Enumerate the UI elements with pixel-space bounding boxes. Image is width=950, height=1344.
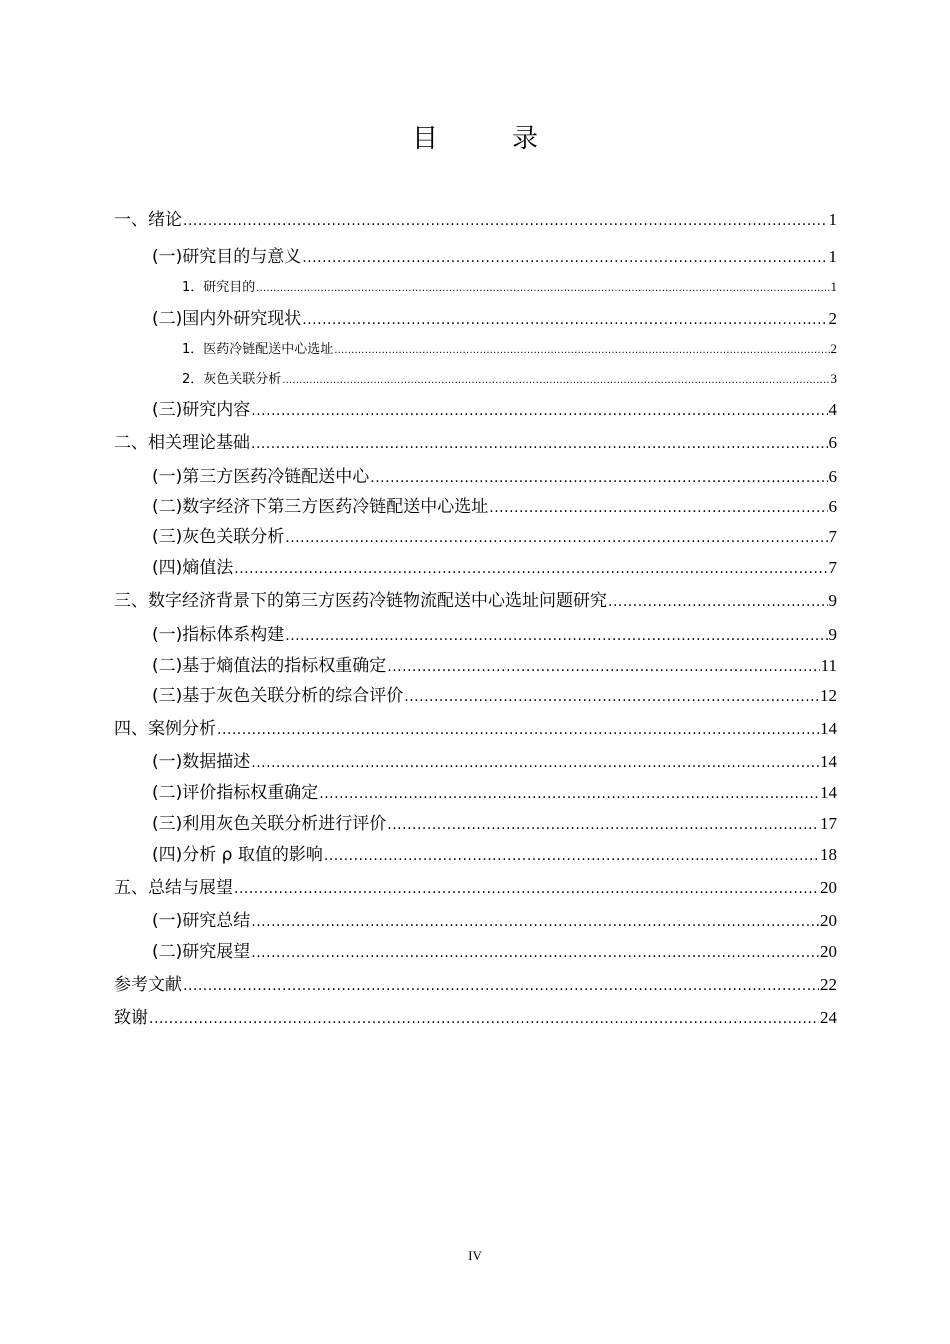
toc-entry-label: (三)研究内容 [152,400,251,420]
toc-entry-page: 4 [828,400,837,419]
toc-entry-label: 三、数字经济背景下的第三方医药冷链物流配送中心选址问题研究 [114,591,607,611]
toc-entry[interactable] [114,714,837,739]
toc-leader [489,497,827,517]
toc-entry[interactable] [114,937,837,962]
toc-leader [404,686,819,706]
toc-entry[interactable] [114,522,837,547]
toc-leader [251,942,819,962]
page-title: 目 录 [411,124,562,154]
toc-entry-page: 24 [820,1008,837,1027]
toc-entry-page: 1 [828,247,837,266]
toc-entry-page: 14 [820,752,837,771]
toc-entry-page: 22 [820,975,837,994]
toc-entry-page: 18 [820,845,837,864]
toc-entry-page: 2 [830,341,837,356]
toc-entry-page: 7 [828,558,837,577]
toc-entry-label: (一)研究总结 [152,911,251,931]
toc-leader [324,845,819,865]
toc-entry[interactable] [114,304,837,329]
toc-entry[interactable] [114,809,837,834]
toc-entry-label: (四)分析 ρ 取值的影响 [152,845,323,865]
toc-entry-label: 一、绪论 [114,210,182,230]
toc-entry-label: (四)熵值法 [152,558,234,578]
toc-entry[interactable] [114,368,837,387]
toc-entry-page: 1 [828,210,837,229]
toc-entry-page: 6 [828,497,837,516]
toc-entry-label: (二)评价指标权重确定 [152,783,319,803]
toc-leader [234,878,819,898]
toc-leader [285,625,827,645]
page-number-footer: IV [468,1248,482,1263]
toc-leader [251,911,819,931]
toc-entry-label: 1．研究目的 [182,280,256,295]
toc-entry[interactable] [114,840,837,865]
toc-entry-page: 9 [828,591,837,610]
toc-entry[interactable] [114,873,837,898]
toc-entry-label: 参考文献 [114,975,182,995]
toc-leader [282,372,829,387]
toc-entry[interactable] [114,681,837,706]
toc-entry[interactable] [114,338,837,357]
toc-entry-label: (一)第三方医药冷链配送中心 [152,467,370,487]
toc-entry-label: 2．灰色关联分析 [182,372,282,387]
toc-entry-label: 二、相关理论基础 [114,433,250,453]
toc-leader [319,783,819,803]
toc-entry[interactable] [114,747,837,772]
toc-entry[interactable] [114,586,837,611]
toc-entry[interactable] [114,395,837,420]
toc-leader [334,342,829,357]
toc-leader [251,752,819,772]
toc-entry-page: 3 [830,371,837,386]
toc-entry-page: 1 [830,279,837,294]
toc-entry-page: 9 [828,625,837,644]
toc-entry-label: (一)指标体系构建 [152,625,285,645]
toc-entry-page: 20 [820,942,837,961]
toc-entry-page: 20 [820,911,837,930]
toc-entry-label: 四、案例分析 [114,719,216,739]
toc-leader [183,975,819,995]
toc-leader [251,400,827,420]
toc-leader [183,210,828,230]
toc-entry-page: 12 [820,686,837,705]
toc-leader [234,558,827,578]
toc-entry-page: 17 [820,814,837,833]
toc-leader [302,309,827,329]
toc-entry-page: 14 [820,719,837,738]
toc-entry[interactable] [114,651,837,676]
toc-leader [387,656,819,676]
toc-entry[interactable] [114,428,837,453]
toc-entry[interactable] [114,276,837,295]
toc-entry[interactable] [114,205,837,230]
toc-entry[interactable] [114,553,837,578]
toc-entry-label: (二)国内外研究现状 [152,309,302,329]
toc-entry[interactable] [114,970,837,995]
toc-leader [149,1008,819,1028]
toc-entry-page: 7 [828,527,837,546]
toc-entry-page: 6 [828,467,837,486]
toc-entry[interactable] [114,492,837,517]
toc-entry-label: (二)研究展望 [152,942,251,962]
toc-entry[interactable] [114,778,837,803]
toc-leader [256,280,829,295]
toc-entry[interactable] [114,462,837,487]
toc-entry-page: 2 [828,309,837,328]
toc-entry-label: 致谢 [114,1008,148,1028]
toc-entry-label: (一)研究目的与意义 [152,247,302,267]
toc-leader [608,591,828,611]
toc-entry-page: 20 [820,878,837,897]
toc-entry-page: 11 [820,656,837,675]
toc-entry-label: 五、总结与展望 [114,878,233,898]
toc-entry[interactable] [114,242,837,267]
toc-entry-page: 14 [820,783,837,802]
toc-entry[interactable] [114,1003,837,1028]
toc-entry-label: (三)灰色关联分析 [152,527,285,547]
toc-leader [370,467,827,487]
toc-leader [302,247,827,267]
toc-entry-label: (一)数据描述 [152,752,251,772]
toc-entry[interactable] [114,906,837,931]
toc-entry-label: (三)基于灰色关联分析的综合评价 [152,686,404,706]
toc-leader [387,814,819,834]
toc-entry-page: 6 [828,433,837,452]
toc-leader [251,433,828,453]
toc-leader [217,719,819,739]
toc-entry-label: (二)基于熵值法的指标权重确定 [152,656,387,676]
toc-entry[interactable] [114,620,837,645]
toc-entry-label: 1．医药冷链配送中心选址 [182,342,334,357]
toc-entry-label: (三)利用灰色关联分析进行评价 [152,814,387,834]
toc-entry-label: (二)数字经济下第三方医药冷链配送中心选址 [152,497,489,517]
toc-leader [285,527,827,547]
